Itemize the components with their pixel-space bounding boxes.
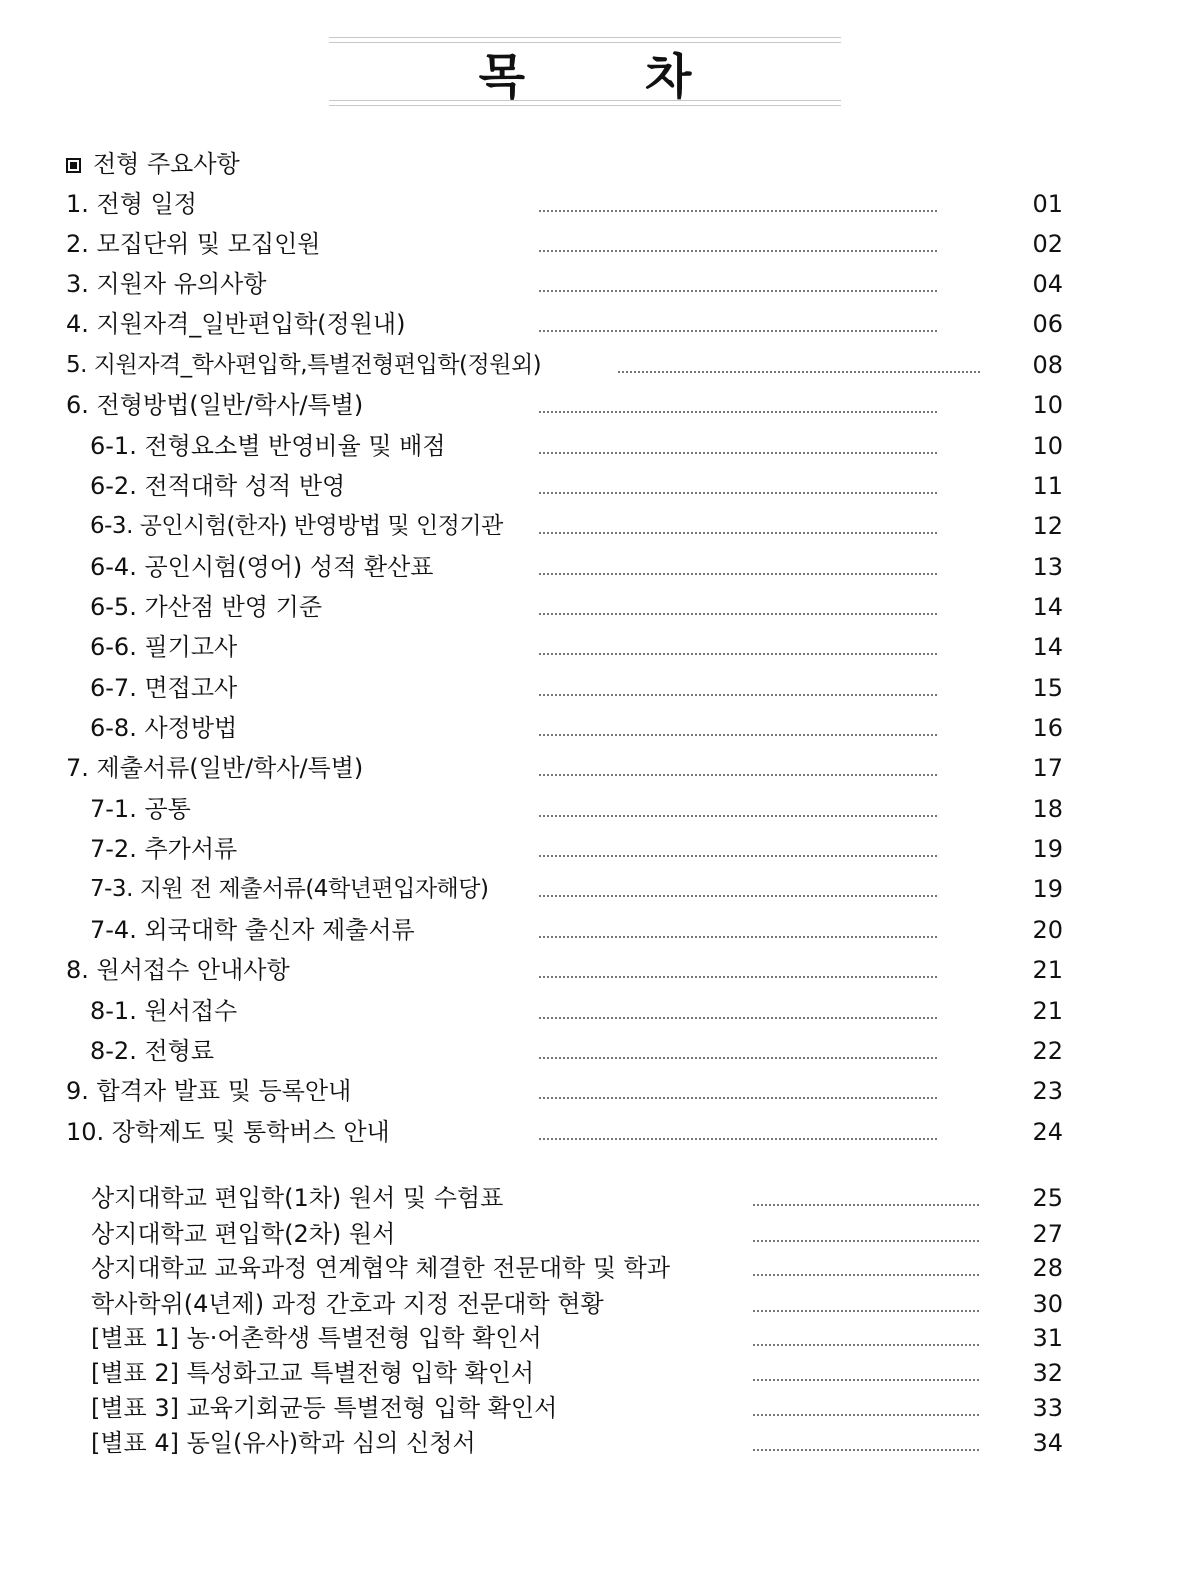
dot-leader [538,532,938,534]
toc-entry-label: 학사학위(4년제) 과정 간호과 지정 전문대학 현황 [91,1290,604,1318]
toc-entry [0,266,1180,302]
toc-entry [0,306,1180,342]
dot-leader [752,1379,980,1381]
dot-leader [538,452,938,454]
toc-page-number: 25 [1032,1184,1063,1212]
toc-entry [0,1033,1180,1069]
toc-page-number: 14 [1032,593,1063,621]
toc-entry-label: 상지대학교 편입학(2차) 원서 [91,1220,396,1248]
toc-entry [0,508,1180,544]
toc-entry-label: 상지대학교 교육과정 연계협약 체결한 전문대학 및 학과 [91,1254,671,1282]
dot-leader [538,613,938,615]
toc-entry-label: 6-8. 사정방법 [90,714,238,742]
toc-entry-label: 6-6. 필기고사 [90,633,238,661]
toc-entry [0,952,1180,988]
appendix-entry [0,1216,1180,1252]
toc-entry-label: 3. 지원자 유의사항 [66,270,267,298]
appendix-entry [0,1180,1180,1216]
toc-page-number: 28 [1032,1254,1063,1282]
toc-page-number: 14 [1032,633,1063,661]
dot-leader [617,371,980,373]
toc-entry [0,549,1180,585]
title-char-right: 차 [645,48,692,105]
toc-entry [0,791,1180,827]
dot-leader [538,492,938,494]
toc-entry [0,993,1180,1029]
dot-leader [538,734,938,736]
toc-entry-label: 6. 전형방법(일반/학사/특별) [66,391,364,419]
dot-leader [538,815,938,817]
toc-entry-label: 6-3. 공인시험(한자) 반영방법 및 인정기관 [90,513,503,539]
toc-page-number: 01 [1032,190,1063,218]
toc-entry-label: 8-2. 전형료 [90,1037,215,1065]
toc-page-number: 02 [1032,230,1063,258]
toc-entry-label: 6-7. 면접고사 [90,674,238,702]
toc-entry [0,629,1180,665]
toc-entry [0,226,1180,262]
toc-entry-label: [별표 2] 특성화고교 특별전형 입학 확인서 [91,1359,535,1387]
toc-entry [0,347,1180,383]
toc-page-number: 33 [1032,1394,1063,1422]
dot-leader [538,411,938,413]
toc-entry-label: 7. 제출서류(일반/학사/특별) [66,754,364,782]
toc-entry-label: 상지대학교 편입학(1차) 원서 및 수험표 [91,1184,504,1212]
toc-entry [0,1114,1180,1150]
toc-entry-label: 6-2. 전적대학 성적 반영 [90,472,346,500]
dot-leader [752,1240,980,1242]
toc-page-number: 30 [1032,1290,1063,1318]
toc-entry-label: 1. 전형 일정 [66,190,197,218]
dot-leader [538,573,938,575]
dot-leader [752,1310,980,1312]
dot-leader [752,1449,980,1451]
appendix-entry [0,1355,1180,1391]
toc-entry-label: [별표 4] 동일(유사)학과 심의 신청서 [91,1429,476,1457]
toc-entry-label: 6-4. 공인시험(영어) 성적 환산표 [90,553,434,581]
toc-entry-label: 4. 지원자격_일반편입학(정원내) [66,310,406,338]
toc-page-number: 34 [1032,1429,1063,1457]
toc-page-number: 11 [1032,472,1063,500]
toc-page-number: 32 [1032,1359,1063,1387]
toc-entry [0,750,1180,786]
dot-leader [538,1057,938,1059]
toc-page-number: 27 [1032,1220,1063,1248]
toc-entry-label: 10. 장학제도 및 통학버스 안내 [66,1118,390,1146]
toc-entry [0,831,1180,867]
toc-entry [0,589,1180,625]
toc-page-number: 08 [1032,351,1063,379]
toc-page-number: 10 [1032,391,1063,419]
toc-entry-label: [별표 3] 교육기회균등 특별전형 입학 확인서 [91,1394,558,1422]
toc-entry [0,912,1180,948]
toc-page-number: 18 [1032,795,1063,823]
dot-leader [752,1414,980,1416]
appendix-entry [0,1286,1180,1322]
dot-leader [752,1274,980,1276]
dot-leader [752,1204,980,1206]
toc-entry [0,710,1180,746]
toc-page-number: 10 [1032,432,1063,460]
dot-leader [538,330,938,332]
dot-leader [538,210,938,212]
dot-leader [538,1017,938,1019]
toc-entry [0,186,1180,222]
dot-leader [538,1138,938,1140]
toc-page-number: 06 [1032,310,1063,338]
toc-entry-label: 7-3. 지원 전 제출서류(4학년편입자해당) [90,876,489,902]
toc-page-number: 19 [1032,835,1063,863]
appendix-entry [0,1425,1180,1461]
toc-entry-label: 7-4. 외국대학 출신자 제출서류 [90,916,415,944]
toc-entry [0,670,1180,706]
toc-entry [0,387,1180,423]
toc-page-number: 21 [1032,956,1063,984]
toc-entry-label: 6-1. 전형요소별 반영비율 및 배점 [90,432,446,460]
section-heading-label: 전형 주요사항 [93,150,240,178]
dot-leader [538,895,938,897]
toc-entry-label: 8-1. 원서접수 [90,997,238,1025]
toc-page-number: 31 [1032,1324,1063,1352]
dot-leader [538,653,938,655]
toc-page-number: 22 [1032,1037,1063,1065]
appendix-entry [0,1390,1180,1426]
toc-entry-label: 7-1. 공통 [90,795,191,823]
toc-entry-label: 9. 합격자 발표 및 등록안내 [66,1077,352,1105]
toc-entry [0,468,1180,504]
dot-leader [538,936,938,938]
toc-page-number: 15 [1032,674,1063,702]
dot-leader [538,774,938,776]
toc-page-number: 16 [1032,714,1063,742]
toc-page-number: 20 [1032,916,1063,944]
toc-page-number: 04 [1032,270,1063,298]
toc-page-number: 23 [1032,1077,1063,1105]
toc-entry [0,1073,1180,1109]
dot-leader [538,694,938,696]
toc-page-number: 17 [1032,754,1063,782]
toc-entry-label: 5. 지원자격_학사편입학,특별전형편입학(정원외) [66,352,542,378]
toc-entry-label: [별표 1] 농·어촌학생 특별전형 입학 확인서 [91,1324,542,1352]
appendix-entry [0,1250,1180,1286]
dot-leader [538,290,938,292]
toc-page-number: 19 [1032,875,1063,903]
dot-leader [538,855,938,857]
toc-entry [0,428,1180,464]
toc-entry [0,871,1180,907]
toc-page-number: 24 [1032,1118,1063,1146]
dot-leader [538,976,938,978]
title-char-left: 목 [478,48,525,105]
toc-page-number: 13 [1032,553,1063,581]
dot-leader [752,1344,980,1346]
dot-leader [538,250,938,252]
appendix-entry [0,1320,1180,1356]
dot-leader [538,1097,938,1099]
toc-entry-label: 6-5. 가산점 반영 기준 [90,593,323,621]
toc-entry-label: 7-2. 추가서류 [90,835,238,863]
toc-page-number: 21 [1032,997,1063,1025]
toc-entry-label: 2. 모집단위 및 모집인원 [66,230,321,258]
toc-entry-label: 8. 원서접수 안내사항 [66,956,290,984]
toc-page-number: 12 [1032,512,1063,540]
